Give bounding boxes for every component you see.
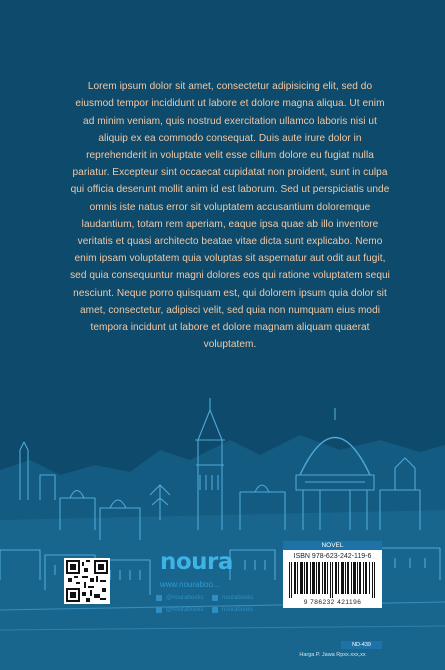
qr-code [64, 558, 110, 604]
social-item-facebook[interactable] [212, 592, 253, 604]
book-label [283, 541, 382, 608]
twitter-icon [156, 607, 162, 613]
book-code: ND-439 [341, 641, 382, 649]
city-skyline-illustration [0, 380, 445, 670]
publisher-social-list [156, 592, 266, 616]
category-label: NOVEL [283, 541, 382, 550]
facebook-icon [212, 595, 218, 601]
cover-blurb: Lorem ipsum dolor sit amet, consectetur adipisicing elit, sed do eiusmod tempor incididunt ut labore et dolore magna aliqua. Ut enim ad minim veniam, quis nostrud exercitation ullamco laboris nisi ut aliquip ex ea commodo consequat. Duis aute irure dolor in reprehenderit in voluptate velit esse cillum dolore eu fugiat nulla pariatur. Excepteur sint occaecat cupidatat non proident, sunt in culpa qui officia deserunt mollit anim id est laborum. Sed ut perspiciatis unde omnis iste natus error sit voluptatem accusantium doloremque laudantium, totam rem aperiam, eaque ipsa quae ab illo inventore veritatis et quasi architecto beatae vitae dicta sunt explicabo. Nemo enim ipsam voluptatem quia voluptas sit aspernatur aut odit aut fugit, sed quia consequuntur magni dolores eos qui ratione voluptatem sequi nesciunt. Neque porro quisquam est, qui dolorem ipsum quia dolor sit amet, consectetur, adipisci velit, sed quia non numquam eius modi tempora incidunt ut labore et dolore magnam aliquam quaerat voluptatem. [70, 81, 390, 351]
social-item-mail[interactable] [212, 604, 253, 616]
social-item-label: @nourabooks [166, 607, 204, 613]
social-item-label: nourabooks [222, 595, 254, 601]
mail-icon [212, 607, 218, 613]
social-item-label: @nourabooks [166, 595, 204, 601]
isbn-block [283, 550, 382, 608]
social-item-label: nourabooks [222, 607, 254, 613]
isbn-text: ISBN 978-623-242-119-6 [293, 553, 372, 560]
qr-code-graphic [66, 560, 108, 602]
barcode-graphic [287, 562, 378, 598]
barcode-number: 9 786232 421196 [303, 599, 362, 606]
instagram-icon [156, 595, 162, 601]
price-text: Harga P. Jawa Rpxx.xxx,xx [299, 652, 366, 658]
publisher-url[interactable]: www.nouraboo... [160, 580, 220, 589]
publisher-logo: noura [160, 549, 233, 575]
